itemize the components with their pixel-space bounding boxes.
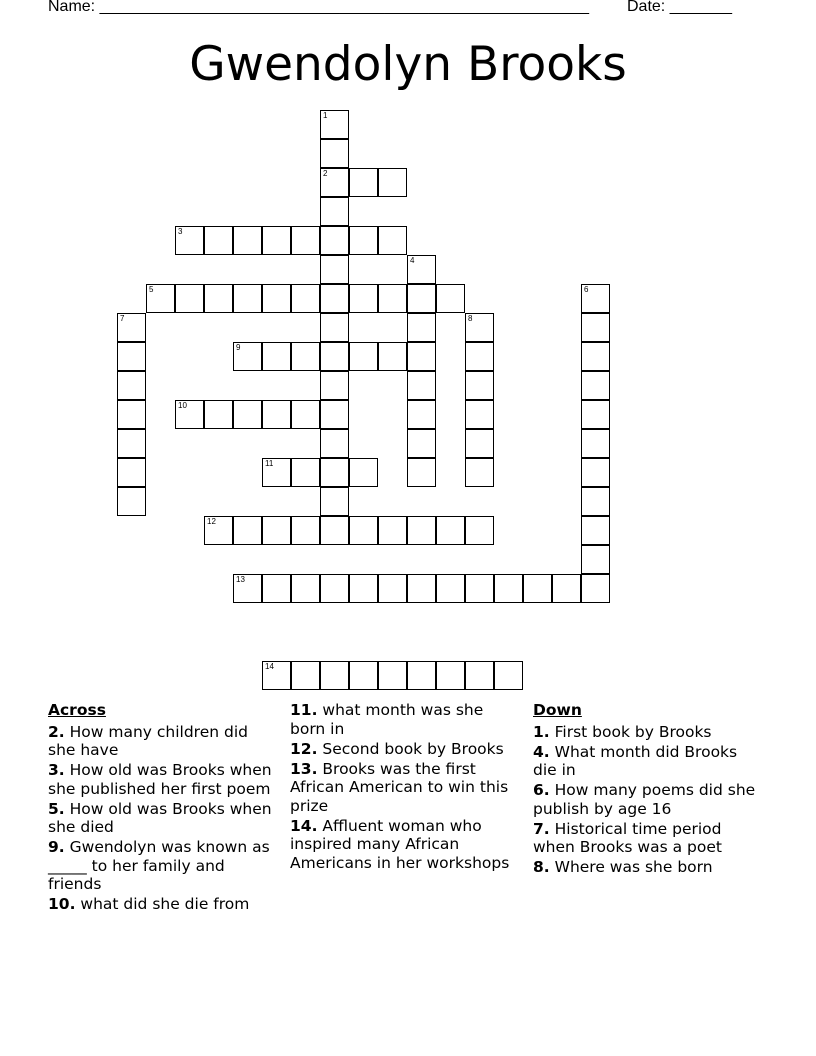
- clue-down-8: 8. Where was she born: [533, 858, 713, 876]
- clue-down-6: 6. How many poems did she publish by age 16: [533, 781, 756, 818]
- clue-number: 13: [236, 575, 245, 584]
- grid-cell[interactable]: [262, 458, 291, 487]
- grid-cell[interactable]: [175, 226, 204, 255]
- clue-across-11: 11. what month was she born in: [290, 701, 484, 738]
- grid-cell[interactable]: [465, 371, 494, 400]
- grid-cell[interactable]: [436, 516, 465, 545]
- grid-cell[interactable]: [117, 429, 146, 458]
- grid-cell[interactable]: [349, 342, 378, 371]
- clue-across-3: 3. How old was Brooks when she published her first poem: [48, 761, 272, 798]
- grid-cell[interactable]: [175, 284, 204, 313]
- grid-cell[interactable]: [262, 400, 291, 429]
- grid-cell[interactable]: [407, 458, 436, 487]
- grid-cell[interactable]: [465, 458, 494, 487]
- clue-number: 6: [584, 285, 589, 294]
- across-heading: Across: [48, 701, 106, 719]
- grid-cell[interactable]: [378, 574, 407, 603]
- grid-cell[interactable]: [378, 168, 407, 197]
- grid-cell[interactable]: [262, 226, 291, 255]
- grid-cell[interactable]: [465, 429, 494, 458]
- grid-cell[interactable]: [581, 313, 610, 342]
- clue-across-14: 14. Affluent woman who inspired many African Americans in her workshops: [290, 816, 510, 872]
- name-field-label: Name: _______________________________________________________: [48, 0, 589, 15]
- grid-cell[interactable]: [407, 313, 436, 342]
- grid-cell[interactable]: [465, 661, 494, 690]
- grid-cell[interactable]: [233, 284, 262, 313]
- grid-cell[interactable]: [320, 487, 349, 516]
- grid-cell[interactable]: [465, 400, 494, 429]
- grid-cell[interactable]: [320, 197, 349, 226]
- grid-cell[interactable]: [581, 284, 610, 313]
- grid-cell[interactable]: [320, 342, 349, 371]
- grid-cell[interactable]: [552, 574, 581, 603]
- grid-cell[interactable]: [407, 284, 436, 313]
- grid-cell[interactable]: [320, 313, 349, 342]
- grid-cell[interactable]: [204, 226, 233, 255]
- grid-cell[interactable]: [494, 661, 523, 690]
- grid-cell[interactable]: [291, 400, 320, 429]
- grid-cell[interactable]: [581, 487, 610, 516]
- grid-cell[interactable]: [407, 255, 436, 284]
- grid-cell[interactable]: [581, 429, 610, 458]
- clue-across-10: 10. what did she die from: [48, 895, 250, 913]
- clue-number: 11: [265, 459, 274, 468]
- down-heading: Down: [533, 701, 582, 719]
- clues-column-1: [48, 701, 280, 915]
- grid-cell[interactable]: [291, 284, 320, 313]
- grid-cell[interactable]: [291, 226, 320, 255]
- grid-cell[interactable]: [233, 516, 262, 545]
- grid-cell[interactable]: [349, 574, 378, 603]
- grid-cell[interactable]: [436, 574, 465, 603]
- grid-cell[interactable]: [407, 429, 436, 458]
- grid-cell[interactable]: [320, 255, 349, 284]
- grid-cell[interactable]: [146, 284, 175, 313]
- grid-cell[interactable]: [407, 342, 436, 371]
- clue-across-13: 13. Brooks was the first African American to win this prize: [290, 759, 509, 815]
- grid-cell[interactable]: [320, 226, 349, 255]
- grid-cell[interactable]: [320, 661, 349, 690]
- grid-cell[interactable]: [291, 458, 320, 487]
- clue-down-7: 7. Historical time period when Brooks was a poet: [533, 819, 722, 856]
- grid-cell[interactable]: [494, 574, 523, 603]
- grid-cell[interactable]: [320, 110, 349, 139]
- clue-down-1: 1. First book by Brooks: [533, 722, 712, 741]
- grid-cell[interactable]: [117, 400, 146, 429]
- clue-number: 4: [410, 256, 415, 265]
- clues-column-3: [533, 701, 758, 878]
- clue-number: 8: [468, 314, 473, 323]
- clue-across-9: 9. Gwendolyn was known as _____ to her family and friends: [48, 838, 270, 893]
- grid-cell[interactable]: [262, 342, 291, 371]
- clue-number: 10: [178, 401, 187, 410]
- grid-cell[interactable]: [378, 661, 407, 690]
- grid-cell[interactable]: [204, 284, 233, 313]
- grid-cell[interactable]: [465, 313, 494, 342]
- clue-number: 3: [178, 227, 183, 236]
- clue-across-2: 2. How many children did she have: [48, 722, 248, 759]
- grid-cell[interactable]: [320, 139, 349, 168]
- grid-cell[interactable]: [581, 400, 610, 429]
- grid-cell[interactable]: [262, 574, 291, 603]
- grid-cell[interactable]: [291, 516, 320, 545]
- grid-cell[interactable]: [233, 400, 262, 429]
- grid-cell[interactable]: [204, 400, 233, 429]
- grid-cell[interactable]: [320, 284, 349, 313]
- grid-cell[interactable]: [407, 574, 436, 603]
- clue-number: 12: [207, 517, 216, 526]
- grid-cell[interactable]: [320, 429, 349, 458]
- clues-column-2: [290, 701, 515, 874]
- grid-cell[interactable]: [117, 371, 146, 400]
- grid-cell[interactable]: [465, 342, 494, 371]
- grid-cell[interactable]: [581, 458, 610, 487]
- clue-number: 9: [236, 343, 241, 352]
- grid-cell[interactable]: [291, 574, 320, 603]
- grid-cell[interactable]: [233, 574, 262, 603]
- grid-cell[interactable]: [407, 661, 436, 690]
- grid-cell[interactable]: [349, 226, 378, 255]
- clue-number: 7: [120, 314, 125, 323]
- grid-cell[interactable]: [581, 574, 610, 603]
- grid-cell[interactable]: [436, 661, 465, 690]
- grid-cell[interactable]: [291, 661, 320, 690]
- grid-cell[interactable]: [378, 226, 407, 255]
- grid-cell[interactable]: [204, 516, 233, 545]
- clue-number: 1: [323, 111, 328, 120]
- clue-down-4: 4. What month did Brooks die in: [533, 742, 738, 779]
- grid-cell[interactable]: [378, 516, 407, 545]
- grid-cell[interactable]: [349, 516, 378, 545]
- grid-cell[interactable]: [291, 342, 320, 371]
- date-field-label: Date: _______: [627, 0, 732, 15]
- grid-cell[interactable]: [581, 545, 610, 574]
- grid-cell[interactable]: [320, 458, 349, 487]
- grid-cell[interactable]: [465, 516, 494, 545]
- grid-cell[interactable]: [407, 400, 436, 429]
- clue-number: 14: [265, 662, 274, 671]
- grid-cell[interactable]: [581, 342, 610, 371]
- grid-cell[interactable]: [349, 661, 378, 690]
- grid-cell[interactable]: [523, 574, 552, 603]
- grid-cell[interactable]: [581, 371, 610, 400]
- grid-cell[interactable]: [349, 458, 378, 487]
- clue-across-5: 5. How old was Brooks when she died: [48, 799, 272, 836]
- grid-cell[interactable]: [320, 516, 349, 545]
- grid-cell[interactable]: [407, 516, 436, 545]
- clue-number: 5: [149, 285, 154, 294]
- grid-cell[interactable]: [117, 313, 146, 342]
- grid-cell[interactable]: [262, 284, 291, 313]
- grid-cell[interactable]: [378, 284, 407, 313]
- grid-cell[interactable]: [262, 516, 291, 545]
- grid-cell[interactable]: [117, 458, 146, 487]
- grid-cell[interactable]: [320, 371, 349, 400]
- grid-cell[interactable]: [320, 400, 349, 429]
- grid-cell[interactable]: [349, 284, 378, 313]
- grid-cell[interactable]: [262, 661, 291, 690]
- grid-cell[interactable]: [320, 168, 349, 197]
- grid-cell[interactable]: [233, 226, 262, 255]
- grid-cell[interactable]: [581, 516, 610, 545]
- grid-cell[interactable]: [407, 371, 436, 400]
- grid-cell[interactable]: [436, 284, 465, 313]
- grid-cell[interactable]: [320, 574, 349, 603]
- grid-cell[interactable]: [465, 574, 494, 603]
- grid-cell[interactable]: [117, 487, 146, 516]
- grid-cell[interactable]: [117, 342, 146, 371]
- grid-cell[interactable]: [233, 342, 262, 371]
- grid-cell[interactable]: [175, 400, 204, 429]
- grid-cell[interactable]: [378, 342, 407, 371]
- clue-number: 2: [323, 169, 328, 178]
- puzzle-title: Gwendolyn Brooks: [189, 37, 627, 92]
- grid-cell[interactable]: [349, 168, 378, 197]
- clue-across-12: 12. Second book by Brooks: [290, 739, 504, 758]
